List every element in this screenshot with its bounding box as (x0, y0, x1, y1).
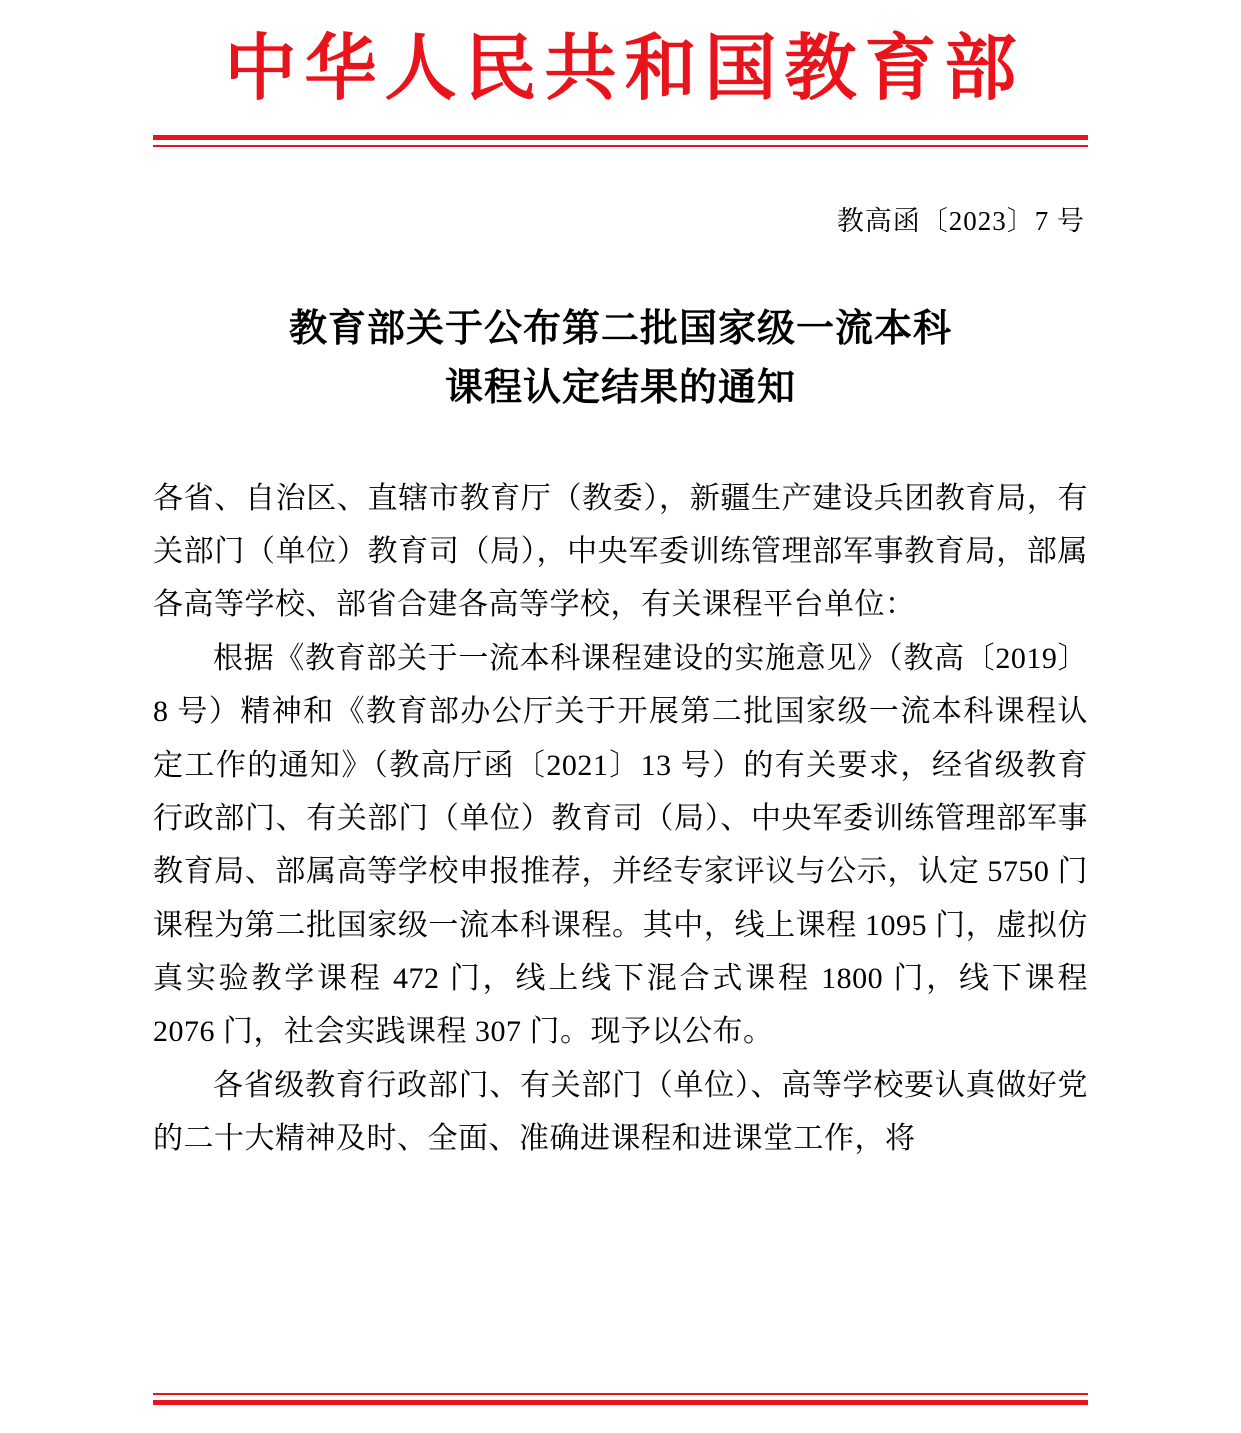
footer-divider (153, 1393, 1088, 1405)
addressee-paragraph: 各省、自治区、直辖市教育厅（教委），新疆生产建设兵团教育局，有关部门（单位）教育司（局），中央军委训练管理部军事教育局，部属各高等学校、部省合建各高等学校，有关课程平台单位： (153, 481, 1088, 622)
header-divider (153, 135, 1088, 147)
header-divider-thin (153, 145, 1088, 147)
page-title-line-1: 教育部关于公布第二批国家级一流本科 (288, 307, 952, 350)
document-number: 教高函〔2023〕7 号 (836, 205, 1085, 236)
page-title-line-2: 课程认定结果的通知 (444, 366, 796, 409)
body-paragraph-2: 各省级教育行政部门、有关部门（单位）、高等学校要认真做好党的二十大精神及时、全面、准确进课程和进课堂工作，将 (153, 1068, 1088, 1156)
document-body (153, 472, 1088, 1166)
ministry-title: 中华人民共和国教育部 (224, 29, 1025, 109)
footer-divider-thick (153, 1400, 1088, 1405)
masthead (0, 0, 1241, 111)
page-title (181, 300, 1061, 418)
body-paragraph-1: 根据《教育部关于一流本科课程建设的实施意见》（教高〔2019〕8 号）精神和《教育部办公厅关于开展第二批国家级一流本科课程认定工作的通知》（教高厅函〔2021〕13 号）的有关要求，经省级教育行政部门、有关部门（单位）教育司（局）、中央军委训练管理部军事教育局、部属高等学校申报推荐，并经专家评议与公示，认定 5750 门课程为第二批国家级一流本科课程。其中，线上课程 1095 门，虚拟仿真实验教学课程 472 门，线上线下混合式课程 1800 门，线下课程 2076 门，社会实践课程 307 门。现予以公布。 (153, 641, 1088, 1049)
